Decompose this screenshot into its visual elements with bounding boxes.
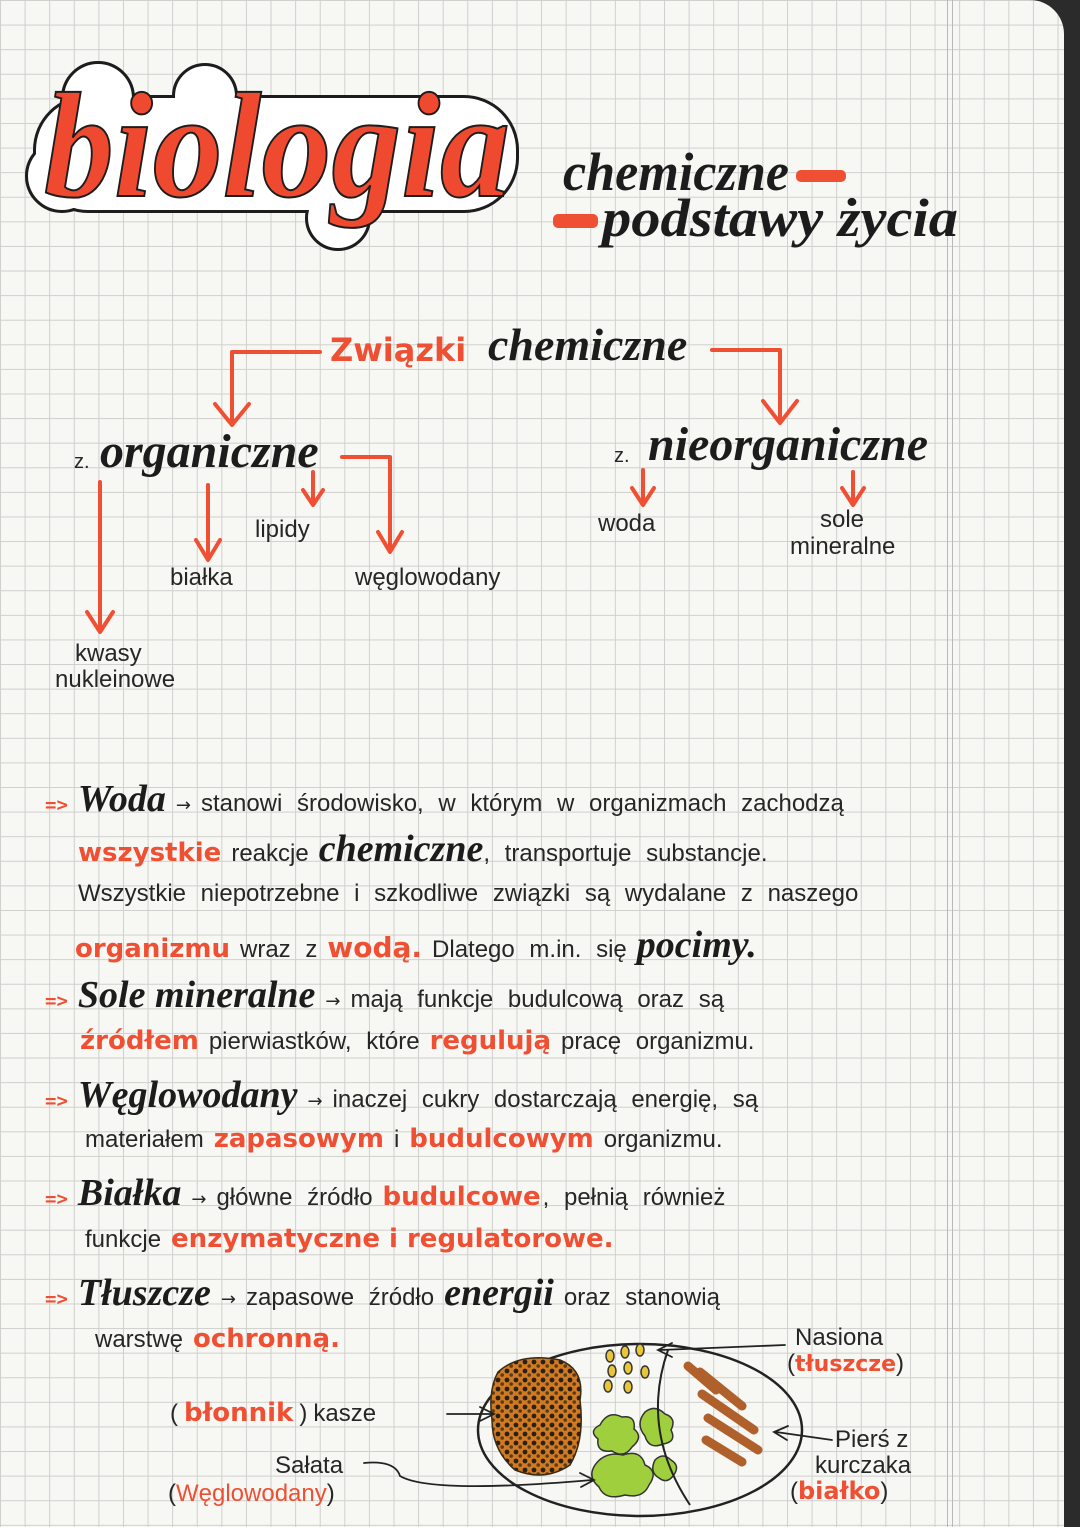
- note-text: , pełnią również: [542, 1184, 726, 1211]
- arrow-to-carbohydrates: [342, 457, 402, 552]
- bullet-marker: =>: [45, 794, 68, 816]
- note-highlight: wszystkie: [78, 838, 222, 868]
- nucleic-acids-label: kwasy: [75, 640, 142, 667]
- bullet-marker: =>: [45, 1188, 68, 1210]
- chicken-category: [790, 1479, 888, 1504]
- inorganic-label: nieorganiczne: [648, 418, 929, 471]
- note-text: zapasowe źródło: [245, 1284, 435, 1311]
- chicken-label: Pierś z: [835, 1426, 909, 1453]
- note-line: [45, 1274, 720, 1312]
- note-text: funkcje: [85, 1226, 162, 1253]
- note-term: Tłuszcze: [77, 1272, 211, 1314]
- page-title: biologia: [44, 63, 510, 229]
- chicken-category-label: białko: [798, 1477, 881, 1505]
- note-line: [85, 1126, 723, 1152]
- note-highlight: budulcowe: [382, 1182, 541, 1212]
- note-highlight: ochronną.: [193, 1324, 340, 1354]
- seeds-label: Nasiona: [795, 1324, 884, 1351]
- carbohydrates-label: węglowodany: [355, 564, 501, 591]
- note-text: warstwę: [95, 1326, 184, 1353]
- paren-open: (: [170, 1400, 178, 1427]
- arrow-glyph: →: [175, 795, 191, 816]
- arrow-to-proteins: [196, 485, 220, 560]
- note-emphasis: pocimy.: [636, 924, 757, 966]
- proteins-label: białka: [170, 564, 233, 591]
- lettuce-category-label: Węglowodany: [176, 1480, 327, 1507]
- note-term: Węglowodany: [77, 1074, 298, 1116]
- note-line: [78, 882, 858, 906]
- bullet-marker: =>: [45, 1288, 68, 1310]
- note-line: [45, 1076, 758, 1114]
- note-text: stanowi środowisko, w którym w organizmach zachodzą: [200, 790, 844, 817]
- note-highlight: regulują: [429, 1026, 552, 1056]
- seeds-portion: [604, 1344, 649, 1393]
- note-text: Wszystkie niepotrzebne i szkodliwe związki są wydalane z naszego: [78, 880, 859, 907]
- bullet-marker: =>: [45, 990, 68, 1012]
- subtitle-line2: podstawy życia: [597, 188, 958, 248]
- organic-label: organiczne: [100, 425, 319, 478]
- arrow-to-mineral-salts: [842, 472, 864, 505]
- note-text: reakcje: [231, 840, 309, 867]
- groats-label-group: [170, 1400, 376, 1426]
- arrow-root-to-organic: [215, 352, 320, 425]
- note-highlight: budulcowym: [409, 1124, 594, 1154]
- paren-open: (: [787, 1350, 795, 1377]
- note-text: oraz stanowią: [563, 1284, 720, 1311]
- note-emphasis: chemiczne: [318, 828, 484, 870]
- note-text: mają funkcje budulcową oraz są: [350, 986, 725, 1013]
- note-text: materiałem: [85, 1126, 204, 1153]
- chicken-label: kurczaka: [815, 1452, 912, 1479]
- mineral-salts-label: mineralne: [790, 533, 896, 560]
- organic-prefix: z.: [74, 451, 90, 473]
- note-text: organizmu.: [603, 1126, 723, 1153]
- note-highlight: źródłem: [80, 1026, 199, 1056]
- arrow-glyph: →: [220, 1289, 236, 1310]
- lettuce-category: [168, 1482, 335, 1506]
- note-highlight: organizmu: [75, 934, 230, 964]
- nucleic-acids-label: nukleinowe: [55, 666, 176, 693]
- arrow-glyph: →: [307, 1091, 323, 1112]
- arrow-to-water: [632, 470, 654, 505]
- paren-close: ): [326, 1480, 335, 1507]
- note-line: [45, 780, 844, 818]
- note-term: Woda: [77, 778, 166, 820]
- arrow-glyph: →: [191, 1189, 207, 1210]
- arrow-to-nucleic-acids: [87, 482, 113, 632]
- paren-close: ): [299, 1400, 308, 1427]
- note-text: główne źródło: [216, 1184, 373, 1211]
- subtitle-line1: chemiczne: [563, 142, 789, 202]
- note-line: [95, 1326, 340, 1352]
- seeds-category: [787, 1352, 904, 1376]
- plate-illustration: [364, 1343, 832, 1516]
- note-highlight: wodą.: [327, 931, 423, 964]
- arrow-glyph: →: [325, 991, 341, 1012]
- note-text: , transportuje substancje.: [483, 840, 768, 867]
- note-line: [45, 1174, 725, 1212]
- note-text: wraz z: [240, 936, 318, 963]
- pointer-groats: [447, 1407, 494, 1421]
- seeds-category-label: tłuszcze: [795, 1352, 897, 1377]
- note-term: Sole mineralne: [77, 974, 316, 1016]
- subtitle-dash: [553, 214, 598, 228]
- groats-portion: [491, 1358, 581, 1475]
- note-text: Dlatego m.in. się: [432, 936, 627, 963]
- diagram-root-highlight: Związki: [330, 331, 467, 369]
- note-term: Białka: [77, 1172, 182, 1214]
- chicken-portion: [688, 1366, 758, 1462]
- note-text: inaczej cukry dostarczają energię, są: [332, 1086, 759, 1113]
- note-highlight: zapasowym: [213, 1124, 384, 1154]
- note-highlight: enzymatyczne i regulatorowe.: [171, 1224, 614, 1254]
- note-emphasis: energii: [444, 1272, 554, 1314]
- paren-open: (: [168, 1480, 176, 1507]
- mineral-salts-label: sole: [820, 506, 865, 533]
- groats-label: kasze: [313, 1400, 377, 1427]
- arrow-root-to-inorganic: [712, 350, 797, 423]
- paren-open: (: [790, 1478, 798, 1505]
- note-line: [80, 1028, 754, 1054]
- paren-close: ): [896, 1350, 905, 1377]
- note-line: [75, 926, 757, 964]
- groats-category-label: błonnik: [184, 1398, 294, 1428]
- note-line: [78, 830, 768, 868]
- note-line: [85, 1226, 614, 1252]
- note-text: pracę organizmu.: [561, 1028, 755, 1055]
- bullet-marker: =>: [45, 1090, 68, 1112]
- paren-close: ): [880, 1478, 889, 1505]
- note-line: [45, 976, 724, 1014]
- lipids-label: lipidy: [255, 516, 310, 543]
- diagram-root-label: chemiczne: [488, 319, 688, 370]
- note-text: i: [393, 1126, 400, 1153]
- inorganic-prefix: z.: [614, 445, 630, 467]
- note-text: pierwiastków, które: [208, 1028, 420, 1055]
- subtitle-dash: [796, 170, 846, 182]
- lettuce-label: Sałata: [275, 1452, 344, 1479]
- water-label: woda: [598, 510, 656, 537]
